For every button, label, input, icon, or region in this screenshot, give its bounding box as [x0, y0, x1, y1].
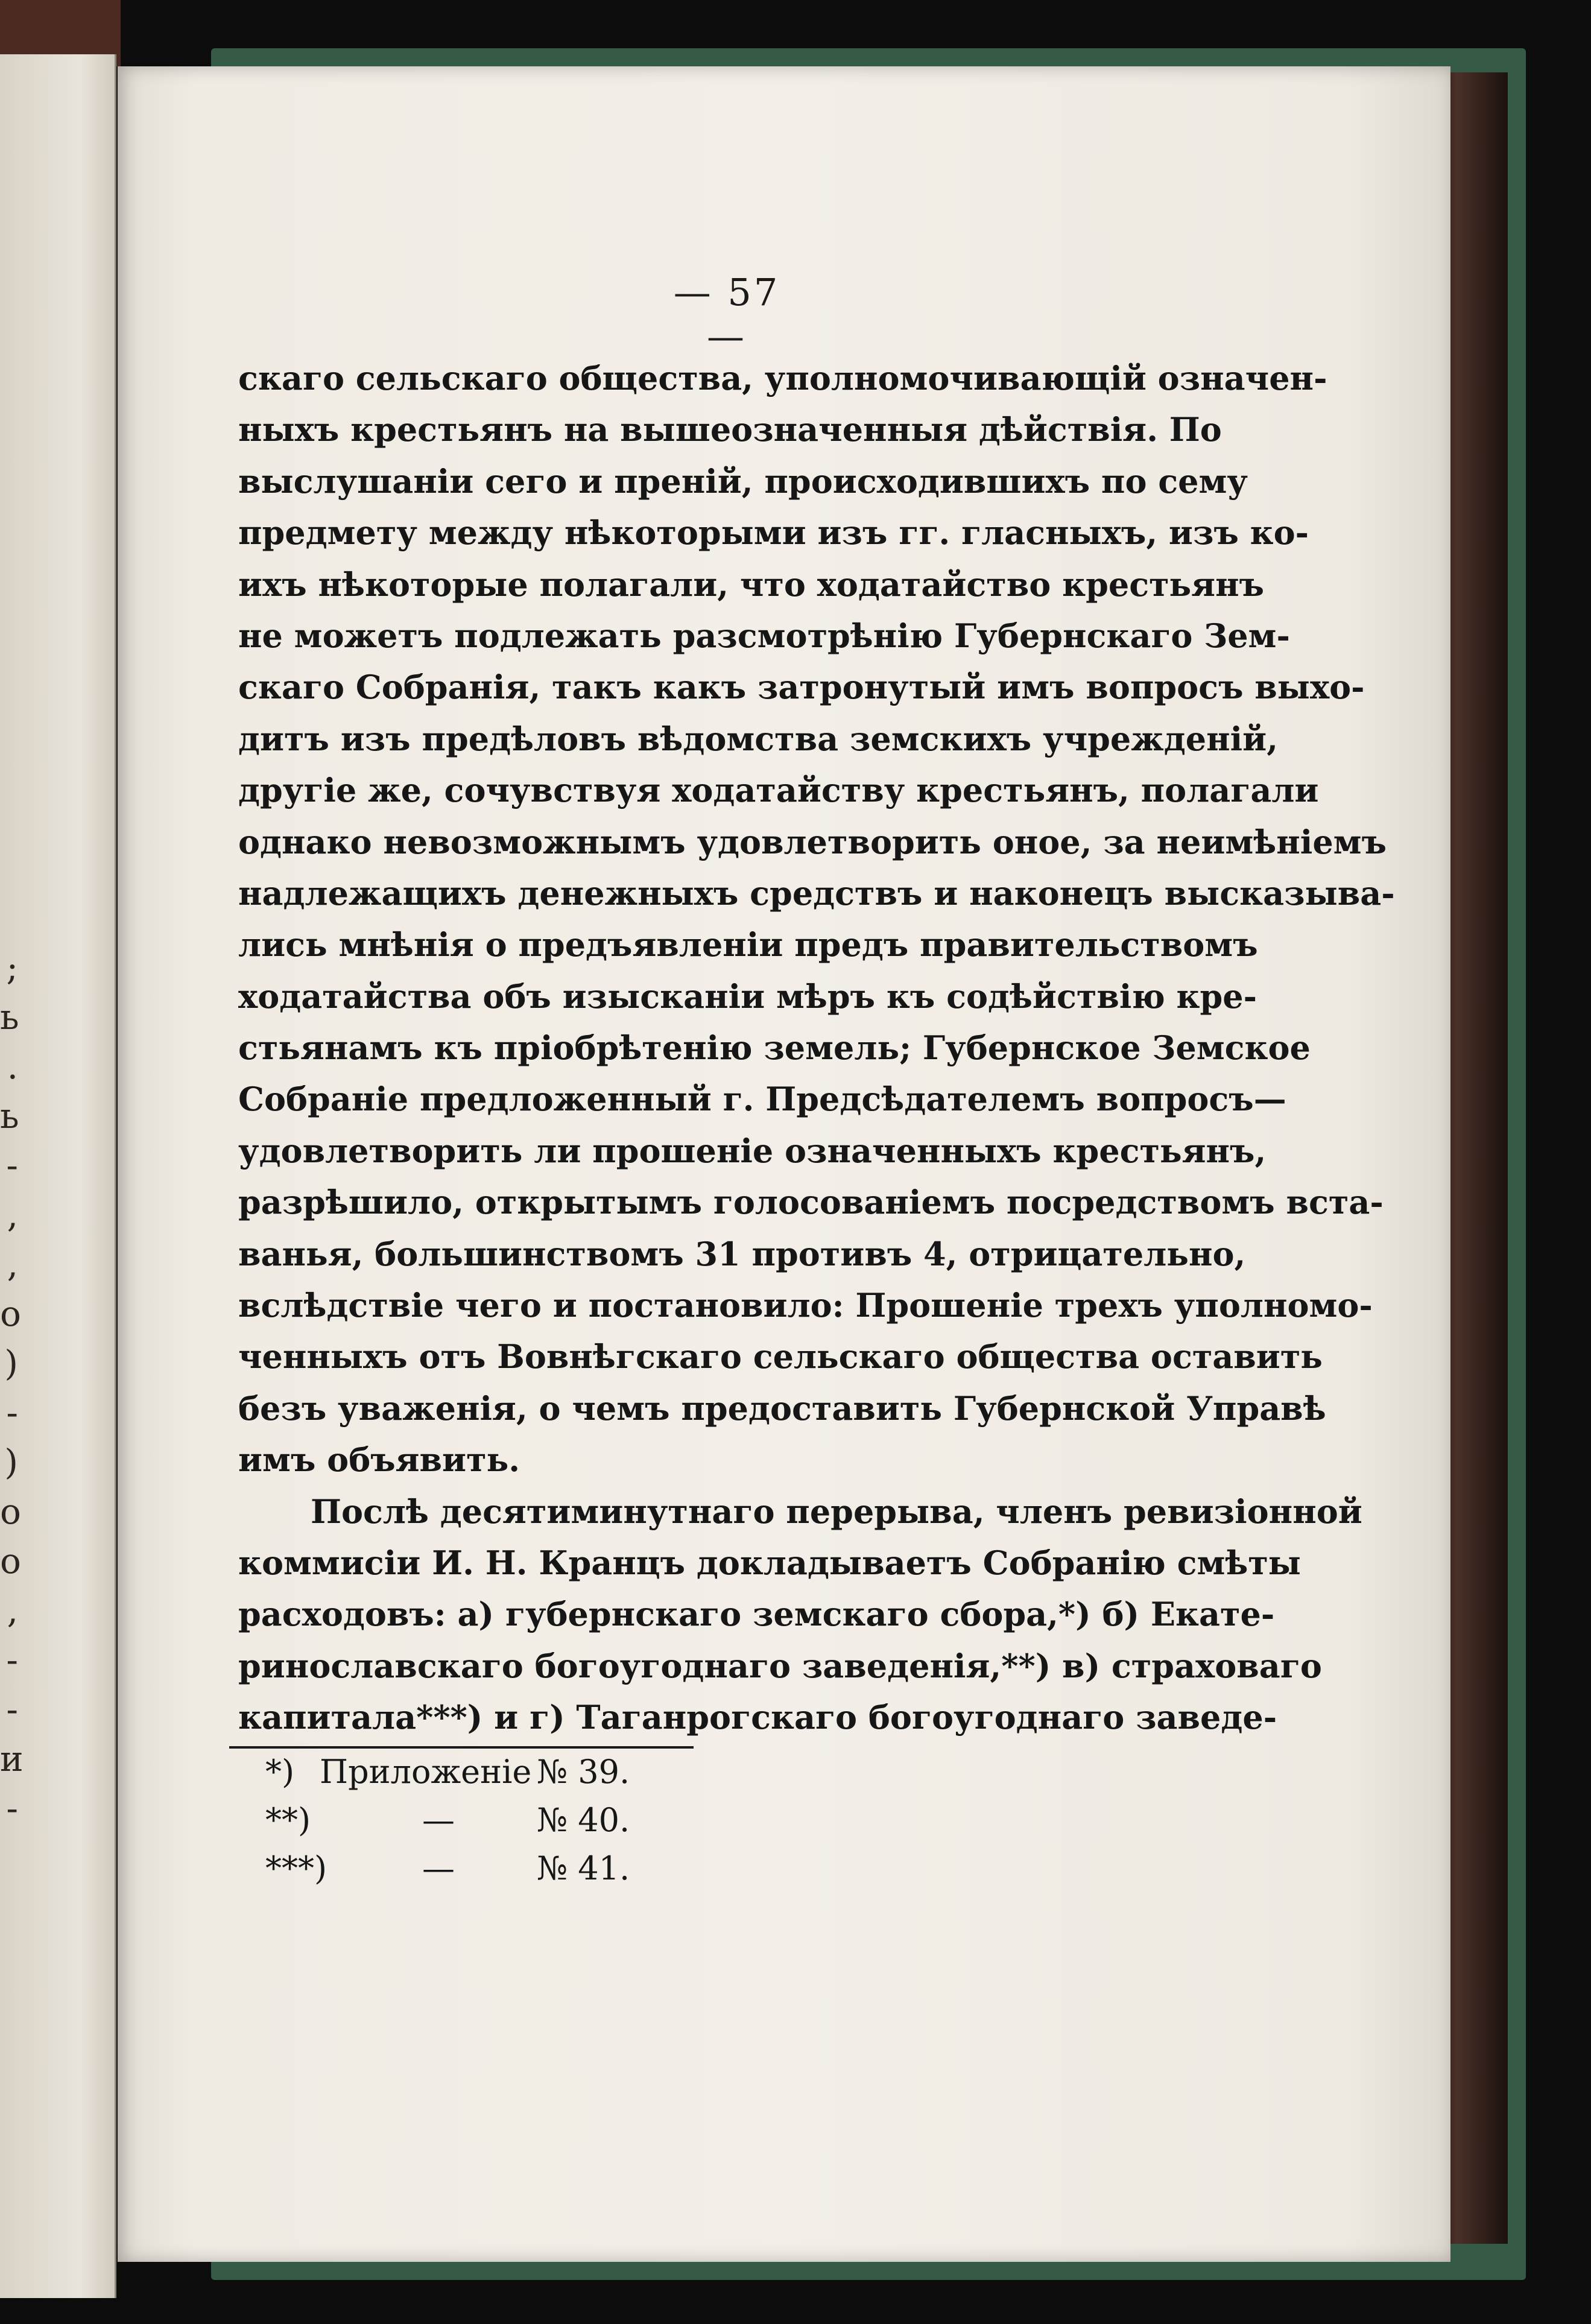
text-line: имъ объявить. — [238, 1440, 520, 1480]
text-line: надлежащихъ денежныхъ средствъ и наконецъ высказыва- — [238, 873, 1395, 913]
text-line: стьянамъ къ пріобрѣтенію земель; Губернское Земское — [238, 1028, 1311, 1068]
facing-page-fragment: ; — [6, 947, 18, 988]
facing-page-text-fragments — [0, 54, 115, 2298]
facing-page-fragment: ь — [0, 996, 19, 1037]
text-line: Собраніе предложенный г. Предсѣдателемъ вопросъ— — [238, 1080, 1286, 1119]
text-line: ихъ нѣкоторые полагали, что ходатайство крестьянъ — [238, 565, 1265, 604]
text-line: ванья, большинствомъ 31 противъ 4, отрицательно, — [238, 1234, 1246, 1273]
text-line: безъ уваженія, о чемъ предоставить Губернской Управѣ — [238, 1388, 1326, 1428]
text-line: удовлетворить ли прошеніе означенныхъ крестьянъ, — [238, 1131, 1267, 1170]
footnote-mark: ***) — [265, 1849, 327, 1887]
footnote — [238, 1844, 781, 1893]
text-line: выслушаніи сего и преній, происходившихъ по сему — [238, 461, 1248, 501]
footnote — [238, 1748, 781, 1796]
text-line: капитала***) и г) Таганрогскаго богоугоднаго заведе- — [238, 1698, 1277, 1737]
footnote — [238, 1796, 781, 1844]
text-line: разрѣшило, открытымъ голосованіемъ посредствомъ вста- — [238, 1183, 1384, 1222]
facing-page-fragment: и — [0, 1738, 24, 1779]
text-line: однако невозможнымъ удовлетворить оное, за неимѣніемъ — [238, 822, 1387, 861]
facing-page-fragment: , — [7, 1590, 18, 1631]
text-line: другіе же, сочувствуя ходатайству крестьянъ, полагали — [238, 771, 1319, 810]
text-line: ходатайства объ изысканіи мѣръ къ содѣйствію кре- — [238, 977, 1257, 1016]
text-line: скаго сельскаго общества, уполномочивающій означен- — [238, 359, 1327, 397]
facing-page-fragment: ) — [4, 1442, 18, 1483]
text-line: ныхъ крестьянъ на вышеозначенныя дѣйствія. По — [238, 410, 1222, 449]
footnote-number: № 40. — [537, 1801, 630, 1839]
facing-page-fragment: ) — [4, 1343, 18, 1384]
facing-page — [0, 54, 116, 2298]
footnotes — [238, 1748, 781, 1893]
facing-page-fragment: - — [6, 1392, 18, 1433]
paragraph-first-line: Послѣ десятиминутнаго перерыва, членъ ревизіонной — [311, 1492, 1362, 1531]
footnote-ditto-dash: — — [422, 1849, 455, 1887]
page-number: — 57 — — [673, 270, 780, 358]
facing-page-fragment: ь — [0, 1095, 19, 1136]
text-line: ченныхъ отъ Вовнѣгскаго сельскаго общества оставить — [238, 1337, 1323, 1376]
facing-page-fragment: - — [6, 1145, 18, 1186]
text-line: расходовъ: а) губернскаго земскаго сбора,*) б) Екате- — [238, 1595, 1275, 1634]
text-line: не можетъ подлежать разсмотрѣнію Губернскаго Зем- — [238, 616, 1290, 655]
text-line: ринославскаго богоугоднаго заведенія,**) в) страховаго — [238, 1646, 1322, 1685]
footnote-ditto-dash: — — [422, 1801, 455, 1839]
facing-page-fragment: , — [7, 1244, 18, 1285]
facing-page-fragment: о — [0, 1293, 21, 1334]
text-line: коммисіи И. Н. Кранцъ докладываетъ Собранію смѣты — [238, 1543, 1301, 1582]
footnote-mark: **) — [265, 1801, 311, 1839]
footnote-number: № 39. — [537, 1753, 630, 1791]
facing-page-fragment: - — [6, 1788, 18, 1829]
facing-page-fragment: - — [6, 1639, 18, 1680]
text-line: дитъ изъ предѣловъ вѣдомства земскихъ учрежденій, — [238, 719, 1278, 758]
facing-page-fragment: . — [7, 1046, 18, 1087]
text-line: предмету между нѣкоторыми изъ гг. гласныхъ, изъ ко- — [238, 513, 1309, 553]
body-text — [238, 353, 1395, 1744]
footnote-number: № 41. — [537, 1849, 630, 1887]
text-line: лись мнѣнія о предъявленіи предъ правительствомъ — [238, 925, 1258, 964]
text-line: вслѣдствіе чего и постановило: Прошеніе трехъ уполномо- — [238, 1286, 1373, 1325]
footnote-text: Приложеніе — [320, 1753, 532, 1791]
facing-page-fragment: о — [0, 1540, 21, 1582]
footnote-mark: *) — [265, 1753, 295, 1791]
facing-page-fragment: , — [7, 1194, 18, 1235]
text-line: скаго Собранія, такъ какъ затронутый имъ вопросъ выхо- — [238, 668, 1365, 707]
facing-page-fragment: - — [6, 1689, 18, 1730]
facing-page-fragment: о — [0, 1491, 21, 1532]
